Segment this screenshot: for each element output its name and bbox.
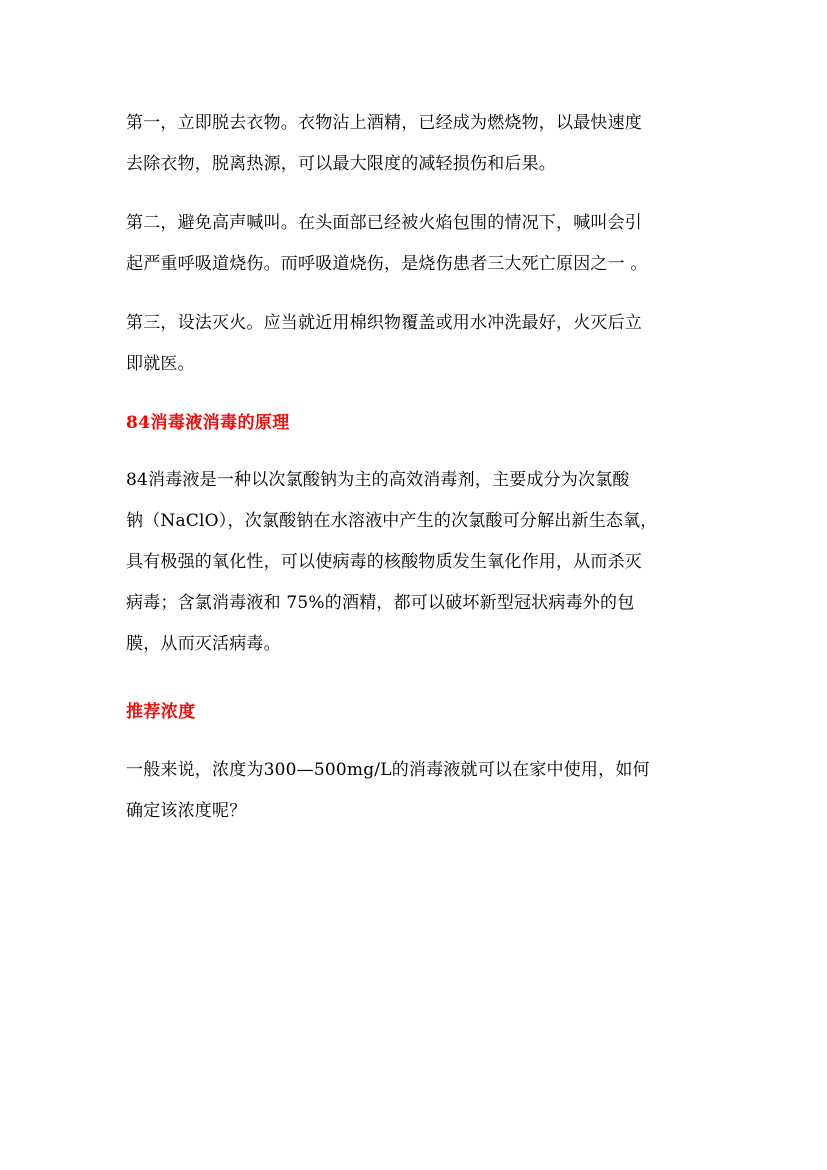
section-heading-principle: 84消毒液消毒的原理 xyxy=(126,413,290,433)
paragraph-line: 84消毒液是一种以次氯酸钠为主的高效消毒剂，主要成分为次氯酸 xyxy=(126,470,630,490)
paragraph-line: 膜，从而灭活病毒。 xyxy=(126,634,281,654)
paragraph-line: 一般来说，浓度为300—500mg/L的消毒液就可以在家中使用，如何 xyxy=(126,760,650,780)
paragraph-line: 第二，避免高声喊叫。在头面部已经被火焰包围的情况下，喊叫会引 xyxy=(126,213,642,233)
paragraph-line: 即就医。 xyxy=(126,354,195,374)
paragraph-line: 第三，设法灭火。应当就近用棉织物覆盖或用水冲洗最好，火灭后立 xyxy=(126,313,642,333)
paragraph-disinfection-principle xyxy=(126,460,716,665)
paragraph-line: 起严重呼吸道烧伤。而呼吸道烧伤，是烧伤患者三大死亡原因之一 。 xyxy=(126,254,648,274)
paragraph-recommended-concentration xyxy=(126,750,716,832)
paragraph-remove-clothing xyxy=(126,103,716,185)
paragraph-line: 病毒；含氯消毒液和 75%的酒精，都可以破坏新型冠状病毒外的包 xyxy=(126,593,635,613)
paragraph-line: 具有极强的氧化性，可以使病毒的核酸物质发生氧化作用，从而杀灭 xyxy=(126,552,642,572)
paragraph-extinguish-fire xyxy=(126,303,716,385)
paragraph-line: 第一，立即脱去衣物。衣物沾上酒精，已经成为燃烧物，以最快速度 xyxy=(126,113,642,133)
paragraph-line: 钠（NaClO），次氯酸钠在水溶液中产生的次氯酸可分解出新生态氧， xyxy=(126,511,658,531)
paragraph-line: 确定该浓度呢？ xyxy=(126,801,247,821)
section-heading-concentration: 推荐浓度 xyxy=(126,702,196,722)
paragraph-line: 去除衣物，脱离热源，可以最大限度的减轻损伤和后果。 xyxy=(126,154,556,174)
paragraph-avoid-shouting xyxy=(126,203,716,285)
